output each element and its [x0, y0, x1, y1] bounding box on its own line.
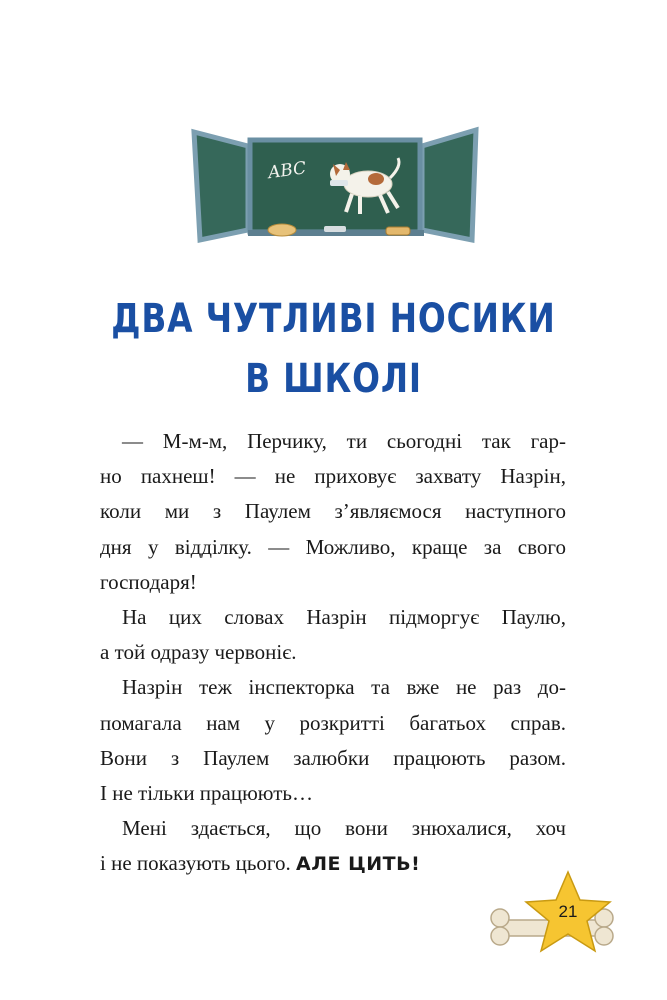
- text-line: Мені здається, що вони знюхалися, хоч: [122, 816, 566, 841]
- text-line: помагала нам у розкритті багатьох справ.: [100, 710, 566, 735]
- text-line: — М-м-м, Перчику, ти сьогодні так гар-: [122, 429, 566, 453]
- chapter-title-line2: В ШКОЛІ: [245, 356, 422, 402]
- chapter-title-line1: ДВА ЧУТЛИВІ НОСИКИ: [111, 296, 556, 342]
- text-line: но пахнеш! — не приховує захвату Назрін,: [100, 464, 566, 489]
- text-line-part: і не показують цього.: [100, 851, 291, 876]
- text-line: дня у відділку. — Можливо, краще за свого: [100, 534, 566, 559]
- text-line: Вони з Паулем залюбки працюють разом.: [100, 745, 566, 770]
- chalkboard-illustration: [190, 118, 480, 250]
- page-number: 21: [558, 902, 578, 921]
- text-line: коли ми з Паулем з’являємося наступного: [100, 499, 566, 524]
- text-line: Назрін теж інспекторка та вже не раз до-: [122, 675, 566, 700]
- text-line: а той одразу червоніє.: [100, 640, 297, 665]
- text-line: На цих словах Назрін підморгує Паулю,: [122, 604, 566, 629]
- body-text: [100, 424, 566, 881]
- text-line: І не тільки працюють…: [100, 780, 313, 805]
- board-text: ABC: [266, 158, 308, 184]
- text-line: господаря!: [100, 569, 197, 594]
- shout-text: АЛЕ ЦИТЬ!: [296, 853, 421, 876]
